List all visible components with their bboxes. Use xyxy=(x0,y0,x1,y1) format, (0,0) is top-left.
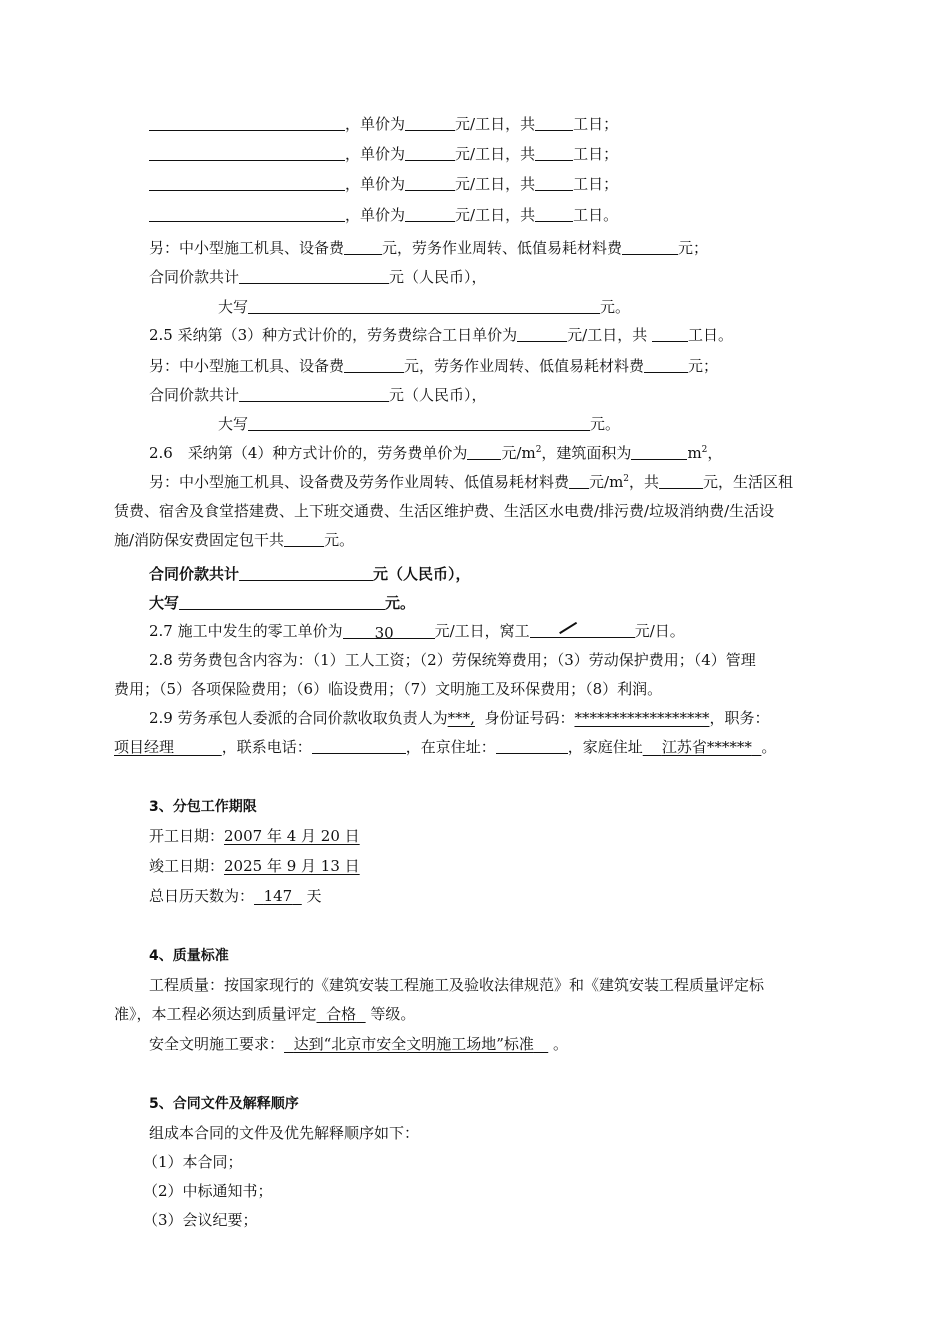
s26-extra-line-1: 另：中小型施工机具、设备费及劳务作业周转、低值易耗材料费 元$/m^2$，共 元，生活区租 xyxy=(149,473,794,491)
total-days-value: 147 xyxy=(263,887,293,905)
s28-line-1: 2.8 劳务费包含内容为：（1）工人工资；（2）劳保统筹费用；（3）劳动保护费用；（4）管理 xyxy=(149,651,756,669)
s28-line-2: 费用；（5）各项保险费用；（6）临设费用；（7）文明施工及环保费用；（8）利润。 xyxy=(114,680,663,698)
blank-field[interactable] xyxy=(344,356,404,373)
price-line-2: ，单价为 元/工日，共 工日； xyxy=(149,144,618,164)
sec5-intro: 组成本合同的文件及优先解释顺序如下： xyxy=(149,1124,420,1142)
blank-field[interactable] xyxy=(631,443,687,460)
blank-field[interactable] xyxy=(284,530,324,547)
blank-field[interactable] xyxy=(535,174,573,191)
blank-field[interactable] xyxy=(149,174,345,191)
s26-total: 合同价款共计 元（人民币）， xyxy=(149,565,471,583)
blank-field[interactable] xyxy=(344,238,382,255)
s25-daxie: 大写 元。 xyxy=(218,415,621,433)
s26-extra-line-2: 赁费、宿舍及食堂搭建费、上下班交通费、生活区维护费、生活区水电费/排污费/垃圾消纳费/生活设 xyxy=(114,502,775,520)
responsible-person-name: ***, xyxy=(447,709,475,727)
beijing-address-field[interactable] xyxy=(496,737,568,754)
s26-clause: 2.6 采纳第（4）种方式计价的，劳务费单价为 元$/m^2$，建筑面积为 $m^2$， xyxy=(149,444,723,462)
blank-field[interactable] xyxy=(239,385,389,402)
phone-field[interactable] xyxy=(312,737,406,754)
home-address-value: 江苏省****** xyxy=(661,738,752,756)
blank-field[interactable] xyxy=(622,238,678,255)
blank-field[interactable] xyxy=(405,174,455,191)
blank-field[interactable] xyxy=(239,267,389,284)
blank-field[interactable] xyxy=(652,325,688,342)
blank-field[interactable] xyxy=(179,593,385,610)
odd-job-rate-field[interactable]: 30 xyxy=(343,623,435,639)
s24-total: 合同价款共计 元（人民币）， xyxy=(149,268,487,286)
price-line-3: ，单价为 元/工日，共 工日； xyxy=(149,174,618,194)
slash-mark xyxy=(559,622,577,634)
blank-field[interactable] xyxy=(248,297,600,314)
safety-standard-value: 达到“北京市安全文明施工场地”标准 xyxy=(293,1035,534,1053)
blank-field[interactable] xyxy=(644,356,688,373)
blank-field[interactable] xyxy=(535,205,573,222)
s29-line-2: 项目经理 ，联系电话： ，在京住址： ，家庭住址 江苏省****** 。 xyxy=(114,738,777,756)
doc-order-item: （1）本合同； xyxy=(143,1153,243,1171)
blank-field[interactable] xyxy=(569,472,589,489)
quality-line-2: 准》，本工程必须达到质量评定 合格 等级。 xyxy=(114,1005,416,1023)
s27-clause: 2.7 施工中发生的零工单价为 30 元/工日，窝工 元/日。 xyxy=(149,622,685,642)
end-date-value: 2025 年 9 月 13 日 xyxy=(224,857,360,875)
sec5-heading: 5、合同文件及解释顺序 xyxy=(149,1096,299,1112)
id-number: ****************** xyxy=(574,709,710,727)
total-days-row: 总日历天数为： 147 天 xyxy=(149,887,322,905)
s24-extra-fees: 另：中小型施工机具、设备费 元，劳务作业周转、低值易耗材料费 元； xyxy=(149,239,709,257)
idle-rate-field[interactable] xyxy=(530,621,635,638)
start-date-row: 开工日期：2007 年 4 月 20 日 xyxy=(149,827,360,845)
start-date-value: 2007 年 4 月 20 日 xyxy=(224,827,360,845)
blank-field[interactable] xyxy=(149,144,345,161)
blank-field[interactable] xyxy=(405,205,455,222)
blank-field[interactable] xyxy=(535,144,573,161)
blank-field[interactable] xyxy=(149,114,345,131)
sec3-heading: 3、分包工作期限 xyxy=(149,799,257,815)
blank-field[interactable] xyxy=(405,144,455,161)
s24-daxie: 大写 元。 xyxy=(218,298,631,316)
blank-field[interactable] xyxy=(405,114,455,131)
blank-field[interactable] xyxy=(149,205,345,222)
s26-daxie: 大写 元。 xyxy=(149,594,416,612)
blank-field[interactable] xyxy=(248,414,590,431)
position-value: 项目经理 xyxy=(114,738,175,756)
s25-clause: 2.5 采纳第（3）种方式计价的，劳务费综合工日单价为 元/工日，共 工日。 xyxy=(149,326,734,344)
quality-line-1: 工程质量：按国家现行的《建筑安装工程施工及验收法律规范》和《建筑安装工程质量评定标 xyxy=(149,976,765,994)
end-date-row: 竣工日期：2025 年 9 月 13 日 xyxy=(149,857,360,875)
s25-extra-fees: 另：中小型施工机具、设备费 元，劳务作业周转、低值易耗材料费 元； xyxy=(149,357,719,375)
blank-field[interactable] xyxy=(517,325,567,342)
doc-order-item: （2）中标通知书； xyxy=(143,1182,273,1200)
s29-line-1: 2.9 劳务承包人委派的合同价款收取负责人为***, 身份证号码：******************，职务： xyxy=(149,709,770,727)
sec4-heading: 4、质量标准 xyxy=(149,948,229,964)
blank-field[interactable] xyxy=(467,443,501,460)
blank-field[interactable] xyxy=(239,564,373,581)
safety-row: 安全文明施工要求： 达到“北京市安全文明施工场地”标准 。 xyxy=(149,1035,569,1053)
s25-total: 合同价款共计 元（人民币）， xyxy=(149,386,487,404)
blank-field[interactable] xyxy=(535,114,573,131)
s26-extra-line-3: 施/消防保安费固定包干共 元。 xyxy=(114,531,355,549)
quality-grade-value: 合格 xyxy=(326,1005,357,1023)
doc-order-item: （3）会议纪要； xyxy=(143,1211,258,1229)
price-line-1: ，单价为 元/工日，共 工日； xyxy=(149,114,618,134)
blank-field[interactable] xyxy=(659,472,703,489)
price-line-4: ，单价为 元/工日，共 工日。 xyxy=(149,205,618,225)
